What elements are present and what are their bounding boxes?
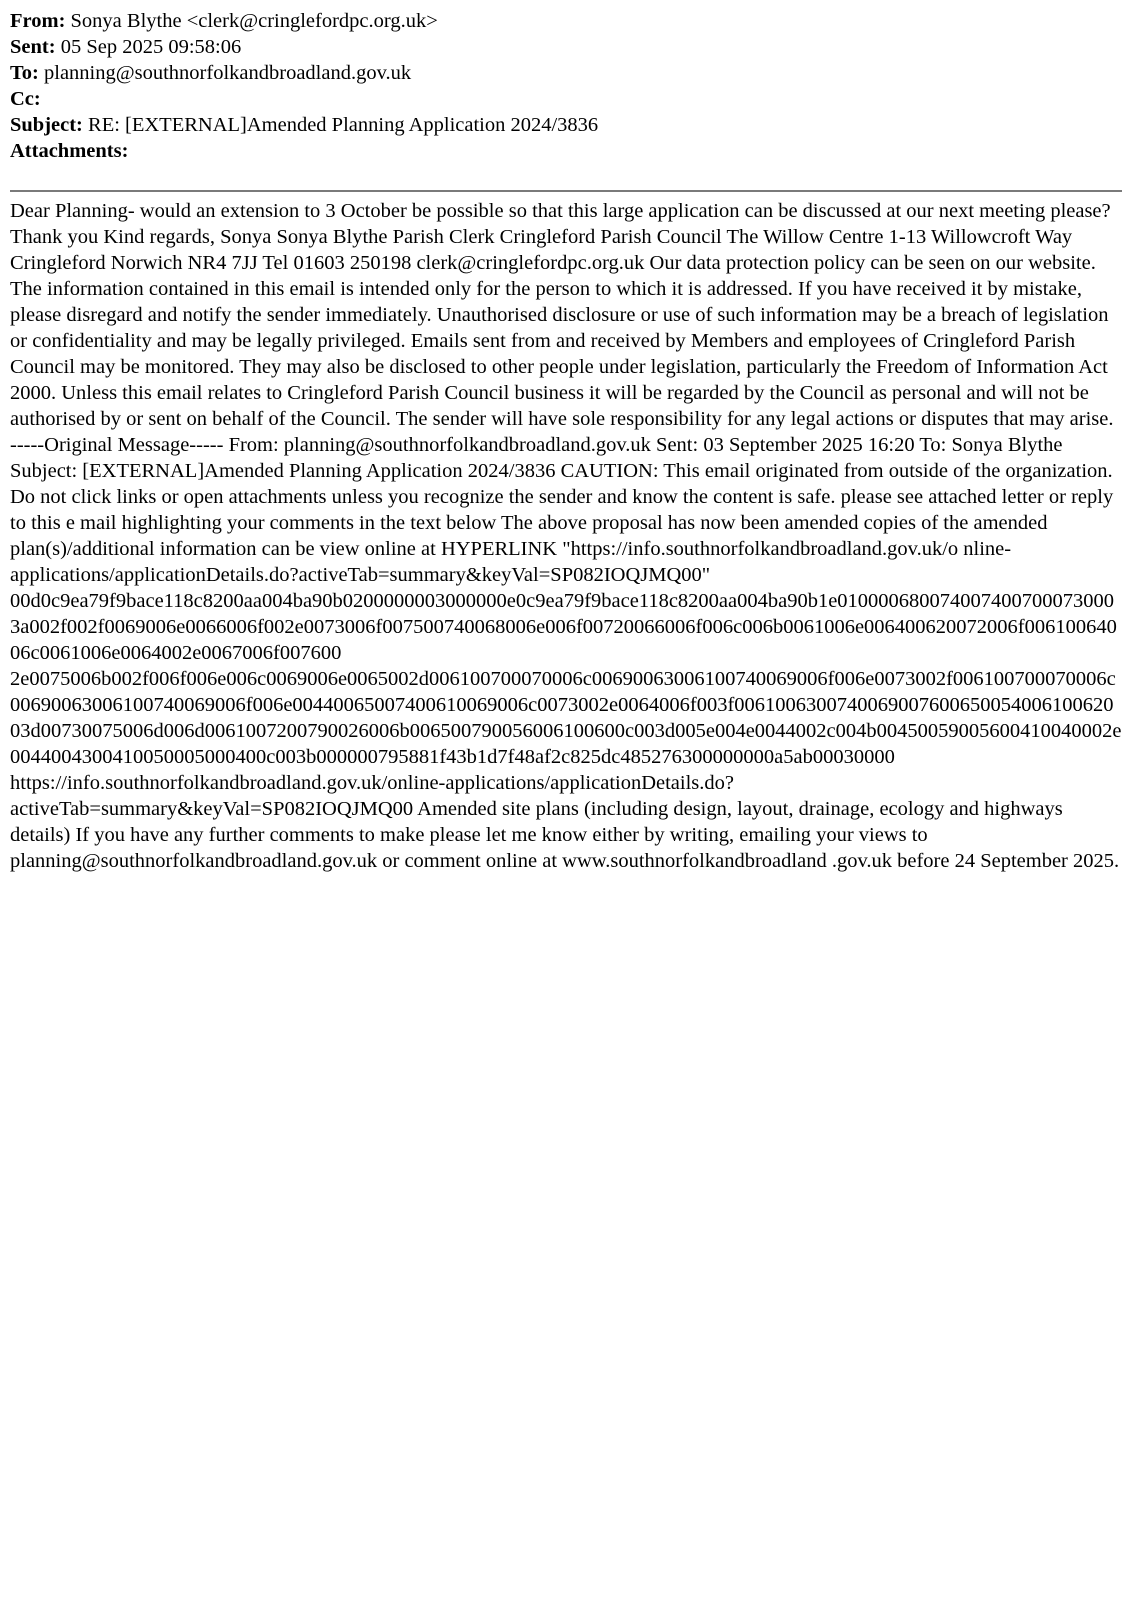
subject-row <box>10 112 1120 138</box>
to-label: To: <box>10 62 39 84</box>
hyperlink-hex-data-1: 00d0c9ea79f9bace118c8200aa004ba90b0200000003000000e0c9ea79f9bace118c8200aa004ba90b1e0100006800740074007000730003a002f002f0069006e0066006f002e0073006f007500740068006e006f00720066006f006c006b0061006e006400620072006f00610064006c0061006e0064002e0067006f007600 <box>10 590 1117 664</box>
body-main-text: Dear Planning- would an extension to 3 October be possible so that this large application can be discussed at our next meeting please? Thank you Kind regards, Sonya Sonya Blythe Parish Clerk Cringleford Parish Council The Willow Centre 1-13 Willowcroft Way Cringleford Norwich NR4 7JJ Tel 01603 250198 clerk@cringlefordpc.org.uk Our data protection policy can be seen on our website. The information contained in this email is intended only for the person to which it is addressed. If you have received it by mistake, please disregard and notify the sender immediately. Unauthorised disclosure or use of such information may be a breach of legislation or confidentiality and may be legally privileged. Emails sent from and received by Members and employees of Cringleford Parish Council may be monitored. They may also be disclosed to other people under legislation, particularly the Freedom of Information Act 2000. Unless this email relates to Cringleford Parish Council business it will be regarded by the Council as personal and will not be authorised by or sent on behalf of the Council. The sender will have sole responsibility for any legal actions or disputes that may arise. -----Original Message----- From: planning@southnorfolkandbroadland.gov.uk Sent: 03 September 2025 16:20 To: Sonya Blythe Subject: [EXTERNAL]Amended Planning Application 2024/3836 CAUTION: This email originated from outside of the organization. Do not click links or open attachments unless you recognize the sender and know the content is safe. please see attached letter or reply to this e mail highlighting your comments in the text below The above proposal has now been amended copies of the amended plan(s)/additional information can be view online at HYPERLINK "https://info.southnorfolkandbroadland.gov.uk/o nline-applications/applicationDetails.do?activeTab=summary&keyVal=SP082IOQJMQ00" <box>10 200 1114 586</box>
sent-row <box>10 34 1120 60</box>
email-header <box>10 8 1120 164</box>
attachments-label: Attachments: <box>10 140 129 162</box>
email-body <box>10 198 1122 874</box>
sent-value: 05 Sep 2025 09:58:06 <box>60 36 242 58</box>
header-divider <box>10 190 1122 192</box>
hyperlink-hex-data-2: 2e0075006b002f006f006e006c0069006e0065002d006100700070006c00690063006100740069006f006e0073002f006100700070006c00690063006100740069006f006e00440065007400610069006c0073002e0064006f003f006100630074006900760065005400610062003d00730075006d006d0061007200790026006b006500790056006100600c003d005e004e0044002c004b00450059005600410040002e0044004300410050005000400c003b000000795881f43b1d7f48af2c825dc485276300000000a5ab00030000 <box>10 668 1122 768</box>
cc-row <box>10 86 1120 112</box>
from-row <box>10 8 1120 34</box>
to-row <box>10 60 1120 86</box>
subject-value: RE: [EXTERNAL]Amended Planning Application 2024/3836 <box>88 114 599 136</box>
sent-label: Sent: <box>10 36 56 58</box>
body-closing-text: https://info.southnorfolkandbroadland.gov.uk/online-applications/applicationDetails.do?activeTab=summary&keyVal=SP082IOQJMQ00 Amended site plans (including design, layout, drainage, ecology and highways details) If you have any further comments to make please let me know either by writing, emailing your views to planning@southnorfolkandbroadland.gov.uk or comment online at www.southnorfolkandbroadland .gov.uk before 24 September 2025. <box>10 772 1120 872</box>
from-value: Sonya Blythe <clerk@cringlefordpc.org.uk> <box>70 10 438 32</box>
from-label: From: <box>10 10 66 32</box>
subject-label: Subject: <box>10 114 83 136</box>
cc-label: Cc: <box>10 88 41 110</box>
to-value: planning@southnorfolkandbroadland.gov.uk <box>44 62 412 84</box>
attachments-row <box>10 138 1120 164</box>
